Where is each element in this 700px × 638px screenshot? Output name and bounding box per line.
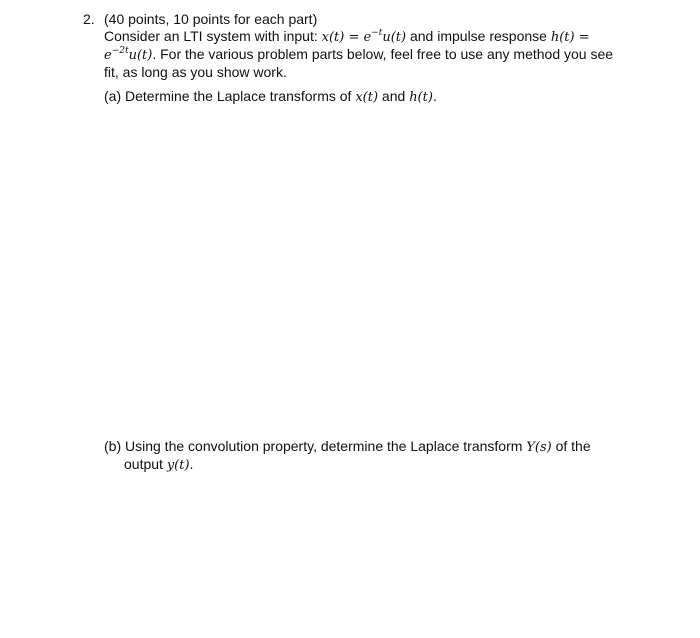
statement-text: . For the various problem parts below, feel free to use any method you see <box>152 46 614 62</box>
part-a-question: (a) Determine the Laplace transforms of x(t) and h(t). <box>104 88 437 105</box>
points-line: (40 points, 10 points for each part) <box>104 11 318 27</box>
part-b-line-2: output y(t). <box>124 456 194 473</box>
x-of-t: x(t) <box>355 90 379 105</box>
impulse-response-lhs: h(t) = <box>550 30 590 45</box>
statement-text: and impulse response <box>406 28 551 44</box>
part-b-line-1: (b) Using the convolution property, determine the Laplace transform Y(s) of the <box>104 438 591 455</box>
statement-line-1 <box>104 28 664 46</box>
impulse-response-rhs: $e^{-2t}u(t)$ <box>104 46 153 63</box>
problem-statement <box>104 11 664 81</box>
y-of-t: y(t) <box>166 458 190 473</box>
part-b-question <box>104 438 664 474</box>
h-of-t: h(t) <box>409 90 433 105</box>
Y-of-s: Y(s) <box>526 440 552 455</box>
input-signal: $x(t) = e^{-t}u(t)$ <box>321 28 407 45</box>
statement-line-3: fit, as long as you show work. <box>104 64 287 80</box>
statement-line-2 <box>104 46 664 64</box>
statement-text: Consider an LTI system with input: <box>104 28 322 44</box>
problem-number: 2. <box>83 11 95 27</box>
